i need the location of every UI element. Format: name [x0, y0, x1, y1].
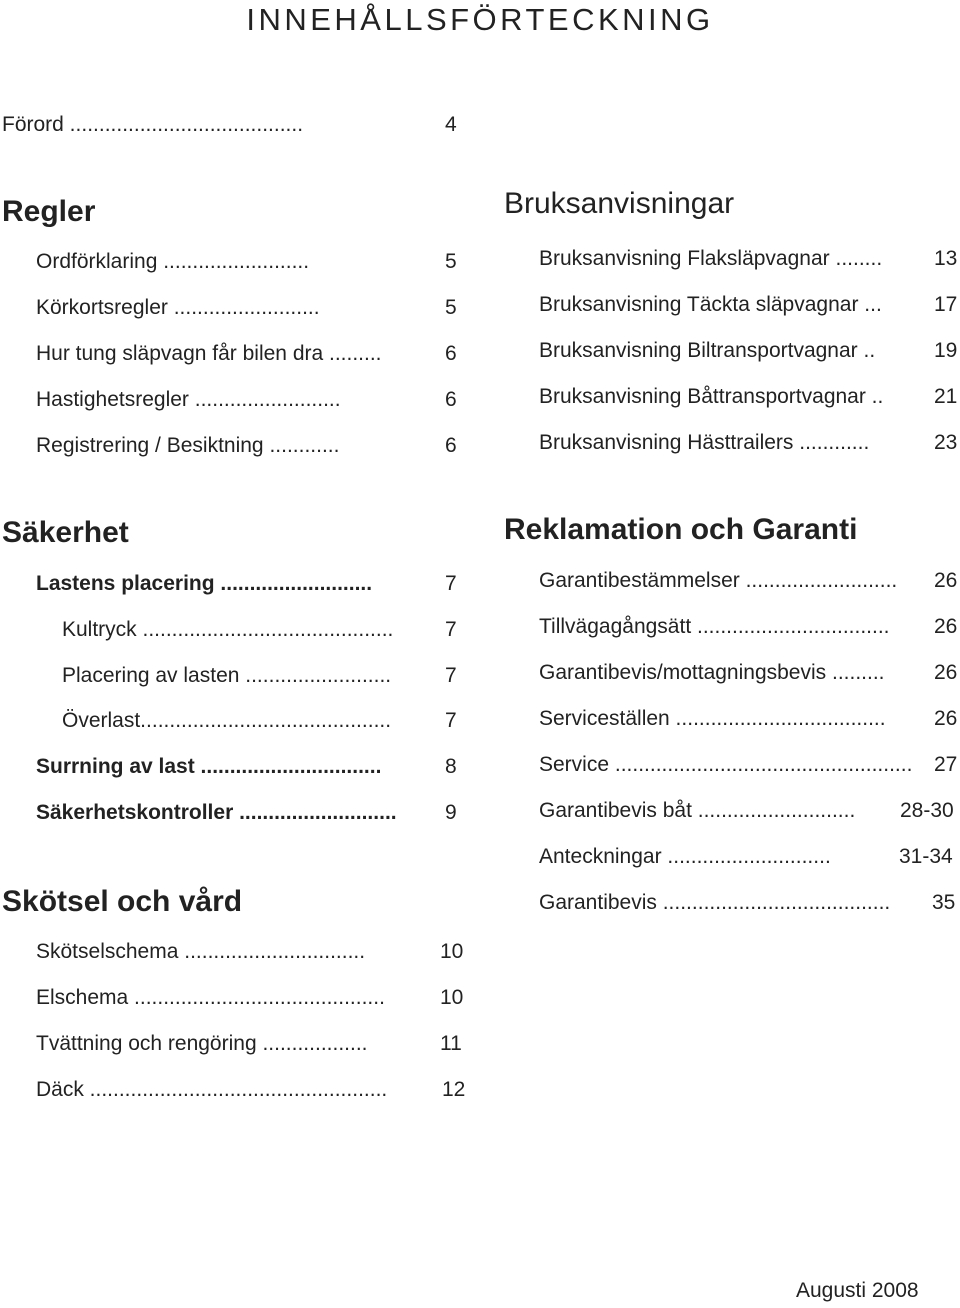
- toc-entry: [36, 799, 460, 827]
- toc-entry: [36, 294, 460, 322]
- toc-entry: [62, 707, 460, 735]
- toc-entry: [539, 291, 960, 319]
- toc-entry-label: Bruksanvisning Biltransportvagnar ..: [539, 339, 876, 362]
- toc-entry-label: Registrering / Besiktning ............: [36, 434, 340, 457]
- section-heading-sakerhet: Säkerhet: [2, 516, 129, 549]
- toc-entry-page: 27: [934, 753, 958, 776]
- toc-entry: [36, 753, 460, 781]
- toc-entry: [36, 1076, 466, 1104]
- section-heading-regler: Regler: [2, 195, 96, 228]
- toc-entry-label: Ordförklaring .........................: [36, 250, 310, 273]
- toc-entry-page: 7: [445, 618, 457, 641]
- toc-entry: [539, 567, 960, 595]
- toc-entry-label: Bruksanvisning Hästtrailers ............: [539, 431, 870, 454]
- toc-entry-page: 7: [445, 664, 457, 687]
- toc-entry-page: 7: [445, 709, 457, 732]
- toc-entry-label: Garantibestämmelser ..........................: [539, 569, 898, 592]
- toc-entry-page: 28-30: [900, 799, 954, 822]
- toc-entry: [36, 938, 466, 966]
- toc-entry-page: 4: [445, 113, 457, 136]
- footer-date: Augusti 2008: [796, 1279, 919, 1302]
- toc-entry-page: 6: [445, 434, 457, 457]
- toc-entry: [36, 984, 466, 1012]
- toc-entry-page: 8: [445, 755, 457, 778]
- toc-entry-label: Förord ........................................: [2, 113, 304, 136]
- toc-entry-page: 9: [445, 801, 457, 824]
- toc-entry-page: 6: [445, 388, 457, 411]
- toc-entry-forord: [2, 111, 460, 139]
- section-heading-bruksanvisningar: Bruksanvisningar: [504, 187, 735, 220]
- toc-entry: [539, 383, 960, 411]
- toc-entry-page: 21: [934, 385, 958, 408]
- document-title: INNEHÅLLSFÖRTECKNING: [246, 2, 714, 37]
- toc-entry-label: Service ...................................................: [539, 753, 913, 776]
- toc-entry: [36, 386, 460, 414]
- toc-entry-page: 26: [934, 569, 958, 592]
- toc-entry-page: 6: [445, 342, 457, 365]
- toc-entry-label: Tvättning och rengöring ..................: [36, 1032, 368, 1055]
- toc-entry-label: Placering av lasten .........................: [62, 664, 392, 687]
- toc-entry-label: Bruksanvisning Täckta släpvagnar ...: [539, 293, 882, 316]
- toc-entry: [539, 843, 960, 871]
- toc-entry-page: 26: [934, 661, 958, 684]
- toc-entry: [539, 337, 960, 365]
- toc-entry: [36, 340, 460, 368]
- toc-entry: [539, 705, 960, 733]
- toc-entry-label: Garantibevis .......................................: [539, 891, 891, 914]
- toc-entry-label: Hastighetsregler .........................: [36, 388, 341, 411]
- toc-entry-label: Elschema ...........................................: [36, 986, 385, 1009]
- toc-entry: [539, 751, 960, 779]
- toc-entry-page: 31-34: [899, 845, 953, 868]
- toc-entry-label: Anteckningar ............................: [539, 845, 831, 868]
- toc-entry-label: Serviceställen ....................................: [539, 707, 886, 730]
- toc-entry-label: Körkortsregler .........................: [36, 296, 320, 319]
- toc-entry-page: 17: [934, 293, 958, 316]
- toc-entry-page: 26: [934, 707, 958, 730]
- toc-entry-label: Surrning av last ...............................: [36, 755, 382, 778]
- toc-entry-page: 12: [442, 1078, 466, 1101]
- toc-entry-label: Hur tung släpvagn får bilen dra .........: [36, 342, 382, 365]
- toc-entry-page: 13: [934, 247, 958, 270]
- toc-entry-page: 23: [934, 431, 958, 454]
- toc-entry-label: Däck ...................................................: [36, 1078, 388, 1101]
- toc-entry: [36, 432, 460, 460]
- toc-entry-page: 26: [934, 615, 958, 638]
- toc-entry-page: 7: [445, 572, 457, 595]
- toc-entry-page: 10: [440, 986, 464, 1009]
- toc-entry-label: Bruksanvisning Flaksläpvagnar ........: [539, 247, 883, 270]
- toc-entry-page: 5: [445, 250, 457, 273]
- toc-entry: [36, 570, 460, 598]
- toc-entry: [36, 1030, 466, 1058]
- toc-entry: [539, 659, 960, 687]
- toc-entry: [539, 613, 960, 641]
- toc-entry-page: 35: [932, 891, 956, 914]
- toc-entry-page: 19: [934, 339, 958, 362]
- toc-entry: [62, 662, 460, 690]
- toc-entry-page: 10: [440, 940, 464, 963]
- toc-entry-label: Garantibevis/mottagningsbevis .........: [539, 661, 885, 684]
- section-heading-reklamation: Reklamation och Garanti: [504, 513, 858, 546]
- toc-entry-label: Lastens placering ..........................: [36, 572, 373, 595]
- toc-entry: [36, 248, 460, 276]
- toc-entry-label: Garantibevis båt ...........................: [539, 799, 856, 822]
- section-heading-skotsel: Skötsel och vård: [2, 885, 243, 918]
- toc-entry: [539, 245, 960, 273]
- toc-entry-label: Skötselschema ...............................: [36, 940, 366, 963]
- toc-entry-page: 11: [440, 1032, 462, 1055]
- toc-entry: [62, 616, 460, 644]
- toc-entry-label: Säkerhetskontroller ...........................: [36, 801, 397, 824]
- toc-entry-label: Tillvägagångsätt .................................: [539, 615, 890, 638]
- toc-entry-label: Överlast...........................................: [62, 709, 392, 732]
- toc-entry-label: Bruksanvisning Båttransportvagnar ..: [539, 385, 884, 408]
- toc-entry: [539, 797, 960, 825]
- toc-entry-page: 5: [445, 296, 457, 319]
- toc-entry: [539, 429, 960, 457]
- toc-entry: [539, 889, 960, 917]
- toc-entry-label: Kultryck ...........................................: [62, 618, 394, 641]
